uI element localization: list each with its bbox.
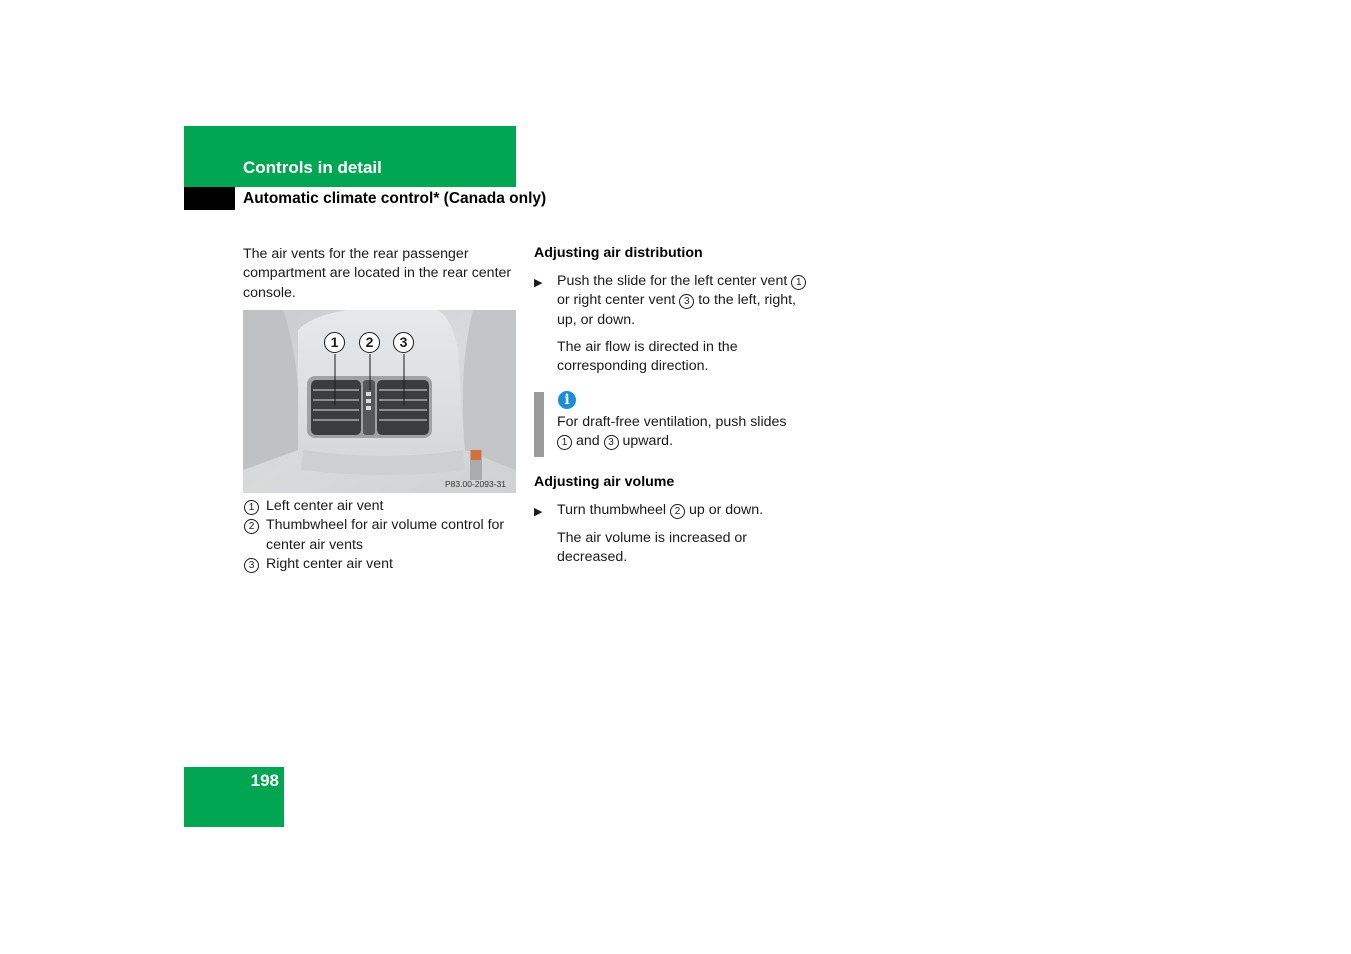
chapter-title: Controls in detail — [243, 158, 382, 177]
caption-item — [243, 516, 517, 555]
ref-number: 3 — [604, 435, 619, 450]
ref-number: 3 — [679, 294, 694, 309]
caption-number: 2 — [244, 519, 259, 534]
intro-paragraph: The air vents for the rear passenger compartment are located in the rear center console. — [243, 246, 512, 301]
caption-number: 1 — [244, 500, 259, 515]
rear-vents-photo — [243, 310, 516, 493]
callout-2: 2 — [359, 332, 380, 353]
caption-item — [243, 555, 517, 574]
volume-step — [557, 501, 807, 520]
step-text: Push the slide for the left center vent — [557, 273, 788, 289]
caption-text: Right center air vent — [266, 555, 393, 572]
note-part: upward. — [622, 433, 674, 450]
step-text: to the left, right, up, or down. — [557, 292, 796, 328]
caption-number: 3 — [244, 558, 259, 573]
section-marker — [184, 187, 235, 210]
callout-1: 1 — [324, 332, 345, 353]
distribution-heading: Adjusting air distribution — [534, 245, 703, 261]
figure-code: P83.00-2093-31 — [445, 479, 506, 489]
step-text: Turn thumbwheel — [557, 502, 667, 518]
step-arrow-icon: ▶ — [534, 277, 543, 289]
distribution-step — [557, 272, 807, 330]
note-part: and — [575, 433, 600, 450]
note-text — [557, 413, 787, 452]
step-text: up or down. — [689, 502, 764, 518]
section-title: Automatic climate control* (Canada only) — [243, 190, 547, 207]
volume-heading: Adjusting air volume — [534, 474, 675, 490]
note-bar — [534, 392, 544, 457]
page-number: 198 — [250, 771, 279, 790]
caption-item — [243, 497, 517, 516]
ref-number: 2 — [670, 504, 685, 519]
ref-number: 1 — [791, 275, 806, 290]
caption-text: Thumbwheel for air volume control for center air vents — [266, 517, 505, 553]
volume-result: The air volume is increased or decreased. — [557, 530, 748, 566]
caption-list — [243, 497, 517, 574]
ref-number: 1 — [557, 435, 572, 450]
step-arrow-icon: ▶ — [534, 506, 543, 518]
caption-text: Left center air vent — [266, 498, 384, 514]
note-part: For draft-free ventilation, push slides — [557, 414, 787, 430]
distribution-result: The air flow is directed in the corresponding direction. — [557, 339, 738, 375]
step-text: or right center vent — [557, 292, 676, 309]
callout-3: 3 — [393, 332, 414, 353]
info-icon: i — [558, 391, 576, 409]
